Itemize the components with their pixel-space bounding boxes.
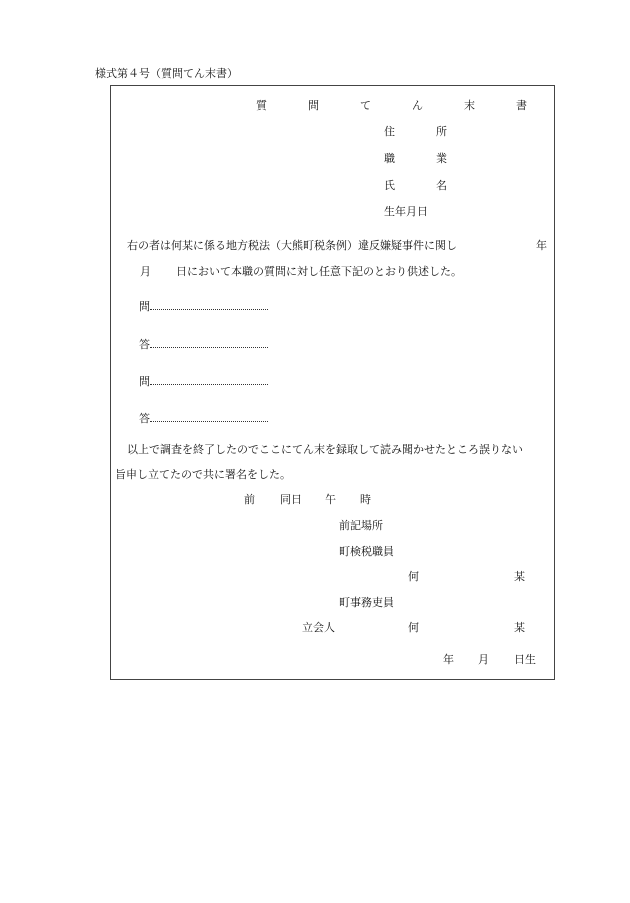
birth-year: 年	[443, 653, 454, 666]
intro-line-1: 右の者は何某に係る地方税法（大熊町税条例）違反嫌疑事件に関し	[127, 239, 457, 252]
time-ampm: 前	[244, 493, 255, 506]
closing-line-2: 旨申し立てたので共に署名をした。	[115, 468, 291, 481]
inspector-name-2: 某	[514, 570, 525, 583]
witness-label: 立会人	[302, 621, 335, 634]
dotted-line	[150, 374, 268, 385]
time-noon: 午	[325, 493, 336, 506]
time-same-day: 同日	[280, 493, 302, 506]
intro-year: 年	[536, 239, 547, 252]
name-label: 氏 名	[384, 179, 462, 192]
inspector-name: 何	[408, 570, 419, 583]
dotted-line	[150, 337, 268, 348]
inspector-title: 町検税職員	[339, 545, 394, 558]
place-label: 前記場所	[339, 519, 383, 532]
birthdate-label: 生年月日	[384, 205, 428, 218]
answer-2: 答	[139, 411, 268, 425]
time-hour: 時	[360, 493, 371, 506]
intro-line-2: 日において本職の質問に対し任意下記のとおり供述した。	[176, 265, 462, 278]
intro-month: 月	[140, 265, 151, 278]
dotted-line	[150, 411, 268, 422]
witness-name: 何	[408, 621, 419, 634]
clerk-title: 町事務吏員	[339, 596, 394, 609]
birth-day: 日生	[514, 653, 536, 666]
question-1: 問	[139, 299, 268, 313]
dotted-line	[150, 299, 268, 310]
document-title: 質 問 て ん 末 書	[256, 99, 542, 112]
witness-name-2: 某	[514, 621, 525, 634]
birth-month: 月	[478, 653, 489, 666]
answer-1: 答	[139, 337, 268, 351]
form-label: 様式第４号（質問てん末書）	[95, 67, 238, 80]
question-2: 問	[139, 374, 268, 388]
occupation-label: 職 業	[384, 152, 462, 165]
address-label: 住 所	[384, 125, 462, 138]
closing-line-1: 以上で調査を終了したのでここにてん末を録取して読み聞かせたところ誤りない	[127, 443, 523, 456]
